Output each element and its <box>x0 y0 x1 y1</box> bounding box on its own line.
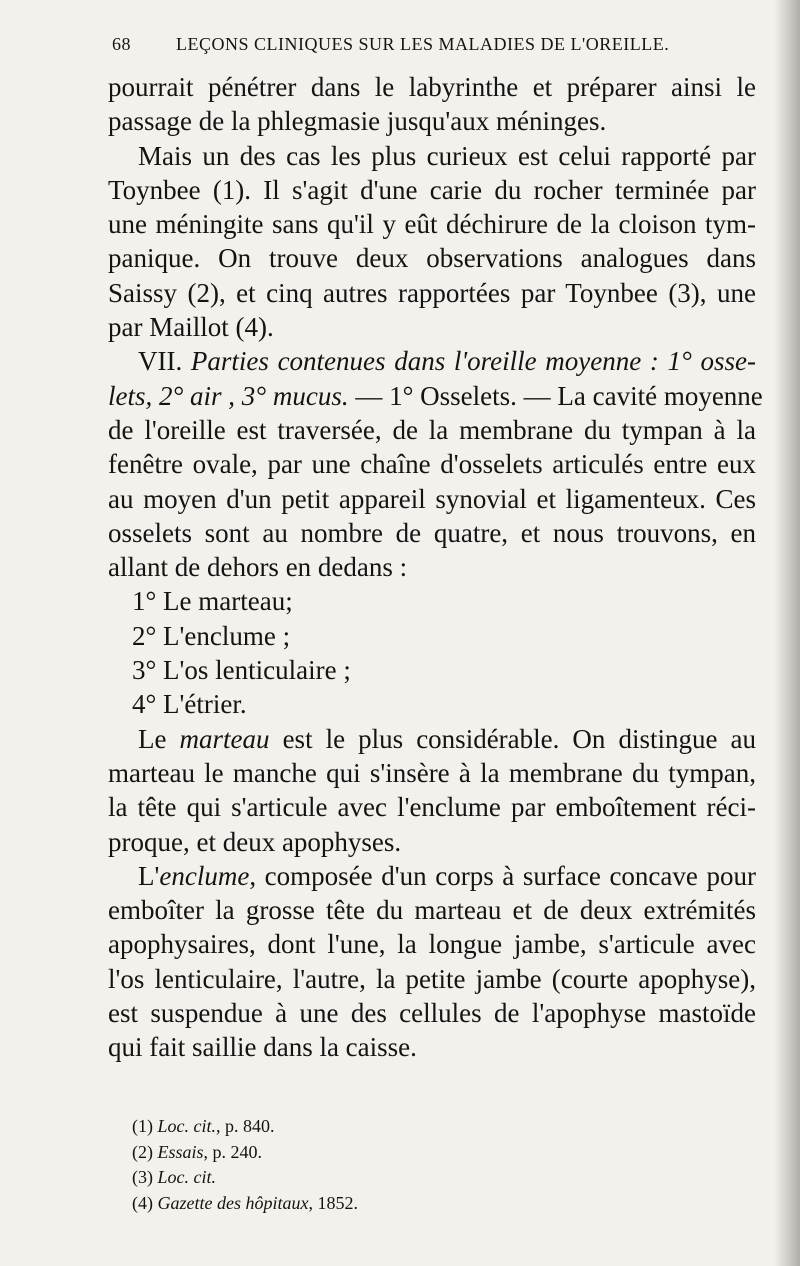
footnote <box>132 1114 532 1140</box>
text-span: L' <box>138 860 160 891</box>
text-line: qui fait saillie dans la caisse. <box>108 1032 417 1063</box>
list-item: 4° L'étrier. <box>132 689 247 720</box>
running-header <box>112 34 762 60</box>
page-edge-shadow <box>774 0 800 1266</box>
footnote <box>132 1140 532 1166</box>
text-line: Toynbee (1). Il s'agit d'une carie du rocher terminée par <box>108 174 756 205</box>
text-line: au moyen d'un petit appareil synovial et ligamenteux. Ces <box>108 483 756 514</box>
running-title: LEÇONS CLINIQUES SUR LES MALADIES DE L'OREILLE. <box>176 34 670 54</box>
text-line: Saissy (2), et cinq autres rapportées par Toynbee (3), une <box>108 277 756 308</box>
footnote-italic: Essais <box>157 1141 204 1162</box>
text-line: passage de la phlegmasie jusqu'aux méninges. <box>108 106 607 137</box>
text-span: est le plus considérable. On distingue au <box>269 723 756 754</box>
footnote-number: (3) <box>132 1167 153 1187</box>
footnote-italic: Loc. cit. <box>157 1116 216 1136</box>
text-line: panique. On trouve deux observations analogues dans <box>108 243 756 274</box>
footnote <box>132 1191 532 1217</box>
text-line: est suspendue à une des cellules de l'apophyse mastoïde <box>108 998 756 1029</box>
text-line <box>108 379 763 413</box>
italic-span: Parties contenues dans l'oreille moyenne : 1° osse- <box>190 346 756 377</box>
text-span: — 1° Osselets. — La cavité moyenne <box>348 380 763 411</box>
list-item: 1° Le marteau; <box>132 586 293 617</box>
text-line: emboîter la grosse tête du marteau et de deux extrémités <box>108 895 756 926</box>
text-line: Mais un des cas les plus curieux est celui rapporté par <box>138 140 756 171</box>
body-text <box>108 70 763 1065</box>
text-line: proque, et deux apophyses. <box>108 826 402 857</box>
text-line: une méningite sans qu'il y eût déchirure de la cloison tym- <box>108 209 756 240</box>
text-line <box>108 859 756 893</box>
footnote-text: , p. 840. <box>216 1116 275 1136</box>
text-line: fenêtre ovale, par une chaîne d'osselets articulés entre eux <box>108 449 756 480</box>
footnote-number: (4) <box>132 1192 153 1213</box>
text-line: par Maillot (4). <box>108 312 274 343</box>
footnote-number: (1) <box>132 1116 153 1136</box>
list-item: 3° L'os lenticulaire ; <box>132 655 351 686</box>
italic-span: marteau <box>179 723 270 754</box>
text-line: allant de dehors en dedans : <box>108 552 408 583</box>
italic-span: lets, 2° air , 3° mucus. <box>108 380 349 411</box>
footnote-italic: Gazette des hôpitaux <box>157 1192 309 1213</box>
text-line: apophysaires, dont l'une, la longue jambe, s'articule avec <box>108 929 756 960</box>
text-span: , composée d'un corps à surface concave pour <box>249 860 756 891</box>
text-line: l'os lenticulaire, l'autre, la petite jambe (courte apophyse), <box>108 963 756 994</box>
text-line <box>108 722 756 756</box>
page-number: 68 <box>112 34 131 54</box>
footnote-text: , 1852. <box>308 1192 358 1213</box>
text-line: marteau le manche qui s'insère à la membrane du tympan, <box>108 757 756 788</box>
footnote-italic: Loc. cit. <box>157 1167 216 1187</box>
footnote <box>132 1165 532 1191</box>
text-line: la tête qui s'articule avec l'enclume par emboîtement réci- <box>108 792 756 823</box>
footnote-number: (2) <box>132 1141 153 1162</box>
italic-span: enclume <box>159 860 250 891</box>
footnote-text: , p. 240. <box>203 1141 263 1162</box>
list-item: 2° L'enclume ; <box>132 620 291 651</box>
text-line: pourrait pénétrer dans le labyrinthe et préparer ainsi le <box>108 72 756 102</box>
text-span: VII. <box>138 346 191 377</box>
text-span: Le <box>138 723 180 754</box>
text-line: de l'oreille est traversée, de la membrane du tympan à la <box>108 414 756 445</box>
text-line: osselets sont au nombre de quatre, et nous trouvons, en <box>108 517 756 548</box>
footnotes <box>132 1114 532 1216</box>
section-heading-line <box>108 344 756 378</box>
